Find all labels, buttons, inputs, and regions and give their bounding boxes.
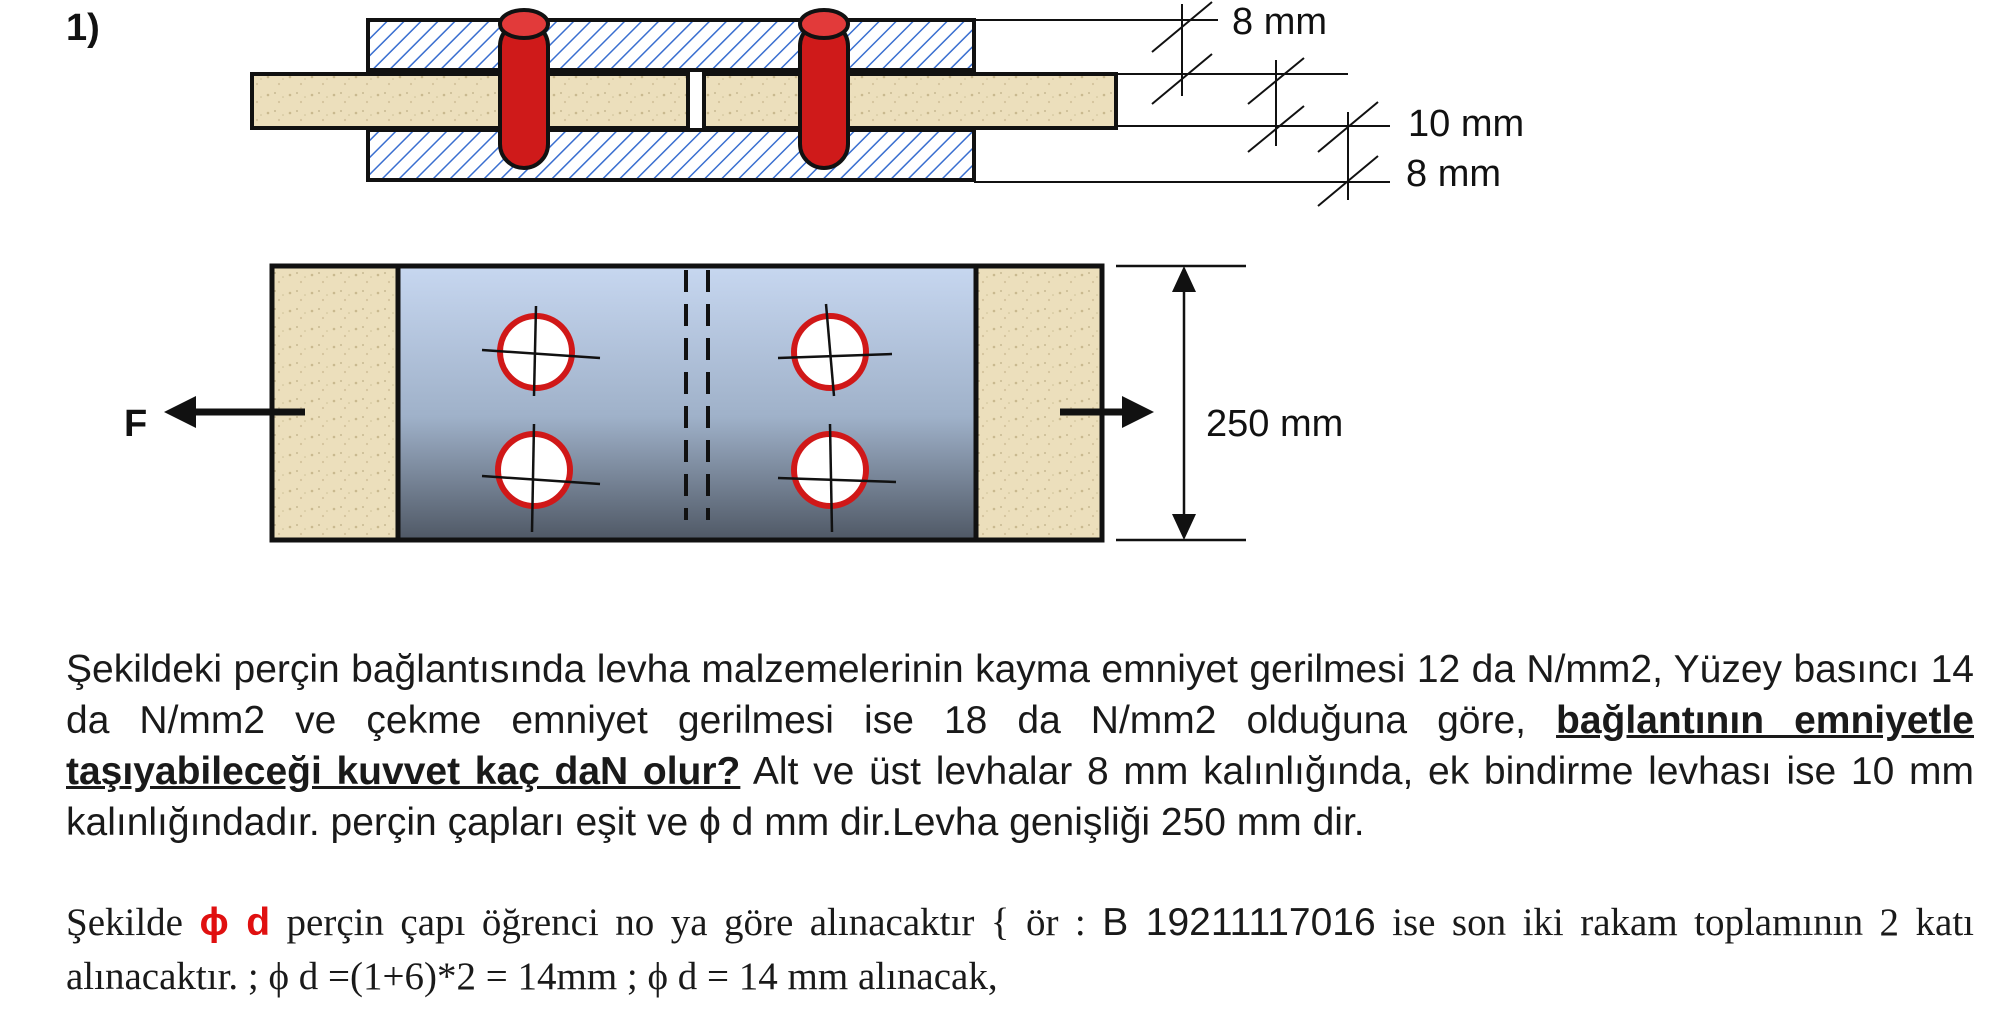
note-example-id: B 19211117016 [1102, 901, 1376, 944]
dim-plate-width: 250 mm [1206, 403, 1344, 445]
top-cover-plate [368, 20, 974, 70]
rivet-side-left [500, 10, 548, 168]
problem-text-part-1: Şekildeki perçin bağlantısında levha malzemelerinin kayma emniyet gerilmesi 12 da N/mm2, Yüzey basıncı 14 da N/mm2 ve çekme emniyet gerilmesi ise 18 da N/mm2 olduğuna göre, [66, 648, 1974, 742]
dim-top-thickness: 8 mm [1232, 1, 1327, 43]
dim-middle-thickness: 10 mm [1408, 103, 1525, 145]
note-text-part-3: ise son iki rakam toplamının 2 katı alınacaktır. ; ϕ d =(1+6)*2 = 14mm ; ϕ d = 14 mm alınacak, [66, 901, 1975, 998]
note-text-part-1: Şekilde [66, 901, 200, 944]
top-view [124, 266, 1343, 540]
note-diameter-symbol: ϕ d [199, 901, 271, 944]
problem-number: 1) [66, 7, 100, 49]
right-main-plate [704, 74, 1116, 128]
problem-text-part-2: Alt ve üst levhalar 8 mm kalınlığında, ek bindirme levhası ise 10 mm kalınlığındadır. perçin çapları eşit ve ϕ d mm dir.Levha genişliği 250 mm dir. [66, 750, 1974, 844]
left-main-plate [252, 74, 688, 128]
dim-bottom-thickness: 8 mm [1406, 153, 1501, 195]
rivet-side-right [800, 10, 848, 168]
width-arrow-bottom [1172, 514, 1196, 540]
note-text-part-2: perçin çapı öğrenci no ya göre alınacaktır { ör : [270, 901, 1103, 944]
width-arrow-top [1172, 266, 1196, 292]
force-label: F [124, 403, 148, 445]
diameter-note [66, 896, 1974, 1004]
problem-question: bağlantının emniyetle taşıyabileceği kuvvet kaç daN olur? [66, 699, 1974, 793]
problem-statement [66, 644, 1974, 848]
left-plate-top [272, 266, 398, 540]
bottom-cover-plate [368, 130, 974, 180]
right-plate-top [976, 266, 1102, 540]
side-view [252, 1, 1524, 206]
